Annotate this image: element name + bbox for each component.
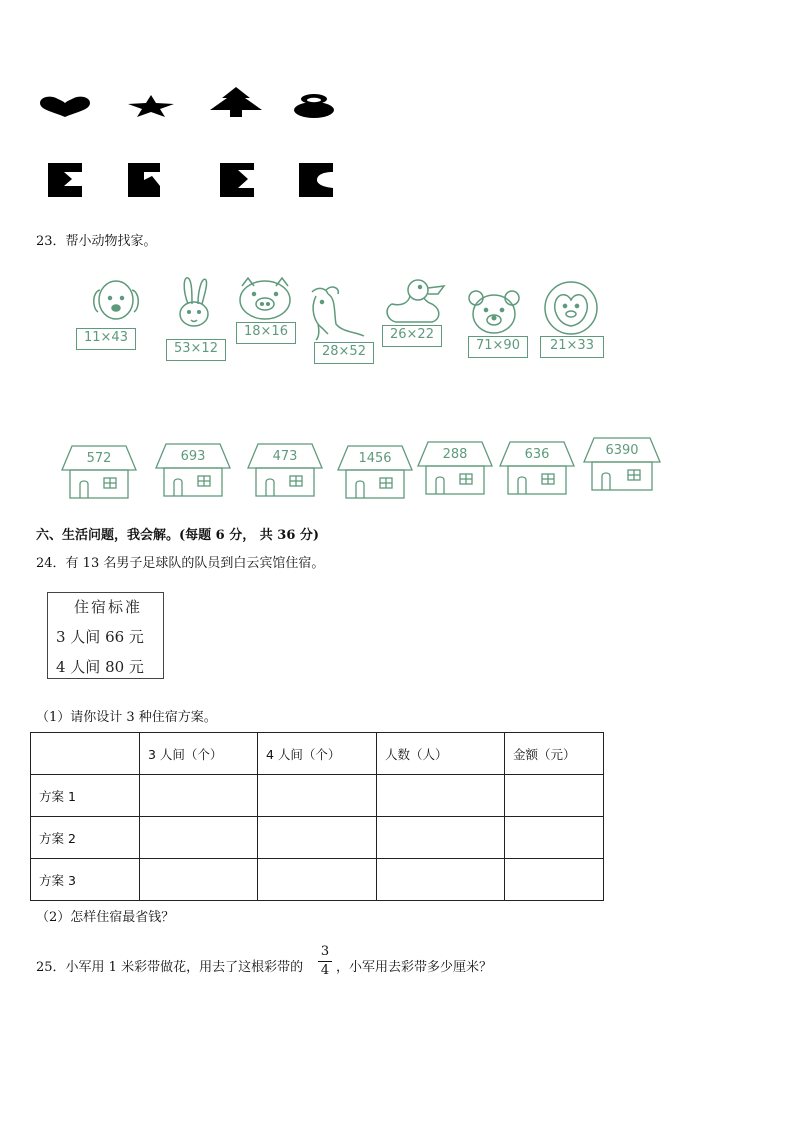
house-5-number: 288 bbox=[442, 447, 468, 462]
house-6-number: 636 bbox=[524, 447, 550, 462]
notched-block-1 bbox=[46, 162, 84, 198]
house-1 bbox=[60, 444, 138, 500]
standard-line-2: 4 人间 80 元 bbox=[56, 658, 144, 676]
star-icon bbox=[126, 94, 176, 118]
arrow-up-icon bbox=[208, 86, 264, 118]
answer-cell[interactable] bbox=[140, 859, 258, 901]
row-label: 方案 3 bbox=[31, 859, 140, 901]
answer-cell[interactable] bbox=[258, 859, 377, 901]
question-24-part-1: （1）请你设计 3 种住宿方案。 bbox=[36, 710, 217, 725]
answer-cell[interactable] bbox=[377, 775, 505, 817]
section-6-heading: 六、生活问题，我会解。(每题 6 分， 共 36 分) bbox=[36, 528, 320, 543]
house-7-number: 6390 bbox=[605, 443, 639, 458]
fraction-denominator: 4 bbox=[320, 963, 330, 978]
table-row bbox=[31, 817, 604, 859]
fraction-bar bbox=[318, 961, 332, 962]
fraction-numerator: 3 bbox=[320, 944, 330, 959]
house-4 bbox=[336, 444, 414, 500]
answer-cell[interactable] bbox=[505, 817, 604, 859]
pig-expr: 18×16 bbox=[244, 324, 288, 339]
notched-block-4 bbox=[297, 162, 335, 198]
goat-icon bbox=[306, 284, 368, 342]
bear-sign bbox=[468, 336, 528, 358]
table-row bbox=[31, 775, 604, 817]
header-cell: 3 人间（个） bbox=[140, 733, 258, 775]
question-24: 24．有 13 名男子足球队的队员到白云宾馆住宿。 bbox=[36, 556, 325, 571]
house-3-number: 473 bbox=[272, 449, 298, 464]
plan-table bbox=[30, 732, 604, 901]
header-cell bbox=[31, 733, 140, 775]
fraction bbox=[318, 944, 332, 979]
notched-block-3 bbox=[218, 162, 256, 198]
standard-title: 住宿标准 bbox=[74, 598, 143, 616]
monkey-icon bbox=[538, 280, 604, 336]
house-4-number: 1456 bbox=[358, 451, 392, 466]
house-5 bbox=[416, 440, 494, 496]
house-2-number: 693 bbox=[180, 449, 206, 464]
dog-sign bbox=[76, 328, 136, 350]
goat-sign bbox=[314, 342, 374, 364]
table-header-row bbox=[31, 733, 604, 775]
header-cell: 4 人间（个） bbox=[258, 733, 377, 775]
question-24-part-2: （2）怎样住宿最省钱？ bbox=[36, 910, 175, 925]
duck-sign bbox=[382, 325, 442, 347]
dog-icon bbox=[86, 276, 146, 328]
question-25-text-before: 25．小军用 1 米彩带做花，用去了这根彩带的 bbox=[36, 960, 304, 975]
table-row bbox=[31, 859, 604, 901]
header-cell: 金额（元） bbox=[505, 733, 604, 775]
answer-cell[interactable] bbox=[505, 775, 604, 817]
accommodation-standard-box bbox=[47, 592, 164, 679]
header-cell: 人数（人） bbox=[377, 733, 505, 775]
standard-line-1: 3 人间 66 元 bbox=[56, 628, 144, 646]
answer-cell[interactable] bbox=[258, 817, 377, 859]
row-label: 方案 1 bbox=[31, 775, 140, 817]
house-1-number: 572 bbox=[86, 451, 112, 466]
answer-cell[interactable] bbox=[505, 859, 604, 901]
rabbit-icon bbox=[172, 274, 216, 338]
answer-cell[interactable] bbox=[140, 775, 258, 817]
duck-icon bbox=[382, 278, 448, 324]
dog-expr: 11×43 bbox=[84, 330, 128, 345]
rabbit-expr: 53×12 bbox=[174, 341, 218, 356]
duck-expr: 26×22 bbox=[390, 327, 434, 342]
bear-expr: 71×90 bbox=[476, 338, 520, 353]
answer-cell[interactable] bbox=[377, 859, 505, 901]
row-label: 方案 2 bbox=[31, 817, 140, 859]
pig-icon bbox=[234, 276, 296, 324]
pig-sign bbox=[236, 322, 296, 344]
monkey-sign bbox=[540, 336, 604, 358]
house-6 bbox=[498, 440, 576, 496]
answer-cell[interactable] bbox=[377, 817, 505, 859]
figure-eight-icon bbox=[292, 93, 336, 119]
rabbit-sign bbox=[166, 339, 226, 361]
notched-block-2 bbox=[126, 162, 162, 198]
question-25-text-after: ，小军用去彩带多少厘米？ bbox=[336, 960, 493, 975]
question-23: 23．帮小动物找家。 bbox=[36, 234, 157, 249]
house-2 bbox=[154, 442, 232, 498]
answer-cell[interactable] bbox=[140, 817, 258, 859]
house-7 bbox=[582, 436, 662, 492]
goat-expr: 28×52 bbox=[322, 344, 366, 359]
monkey-expr: 21×33 bbox=[550, 338, 594, 353]
house-3 bbox=[246, 442, 324, 498]
heart-icon bbox=[38, 95, 92, 119]
answer-cell[interactable] bbox=[258, 775, 377, 817]
bear-icon bbox=[466, 288, 522, 336]
